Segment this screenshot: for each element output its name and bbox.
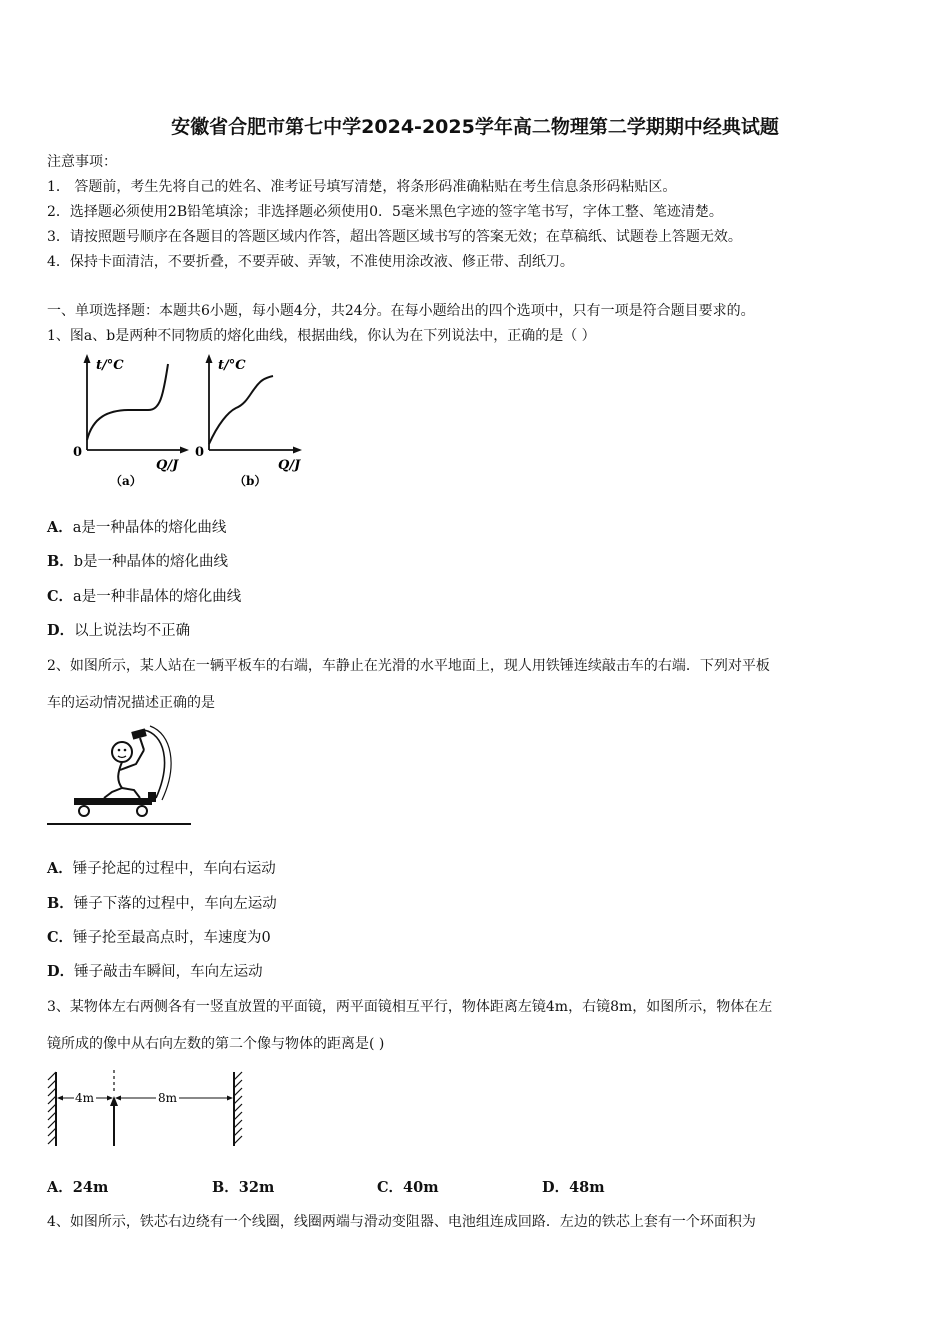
question-1-stem: 1、图a、b是两种不同物质的熔化曲线，根据曲线，你认为在下列说法中，正确的是（ ） xyxy=(47,328,596,344)
q3-option-b: B．32m xyxy=(212,1179,275,1196)
left-mirror-hatching xyxy=(48,1072,56,1144)
q1-option-d: D．以上说法均不正确 xyxy=(47,622,191,639)
exam-title: 安徽省合肥市第七中学2024-2025学年高二物理第二学期期中经典试题 xyxy=(171,116,779,138)
notice-heading: 注意事项： xyxy=(47,154,117,170)
hammer-cart-figure xyxy=(44,722,194,830)
notice-item-4: 4．保持卡面清洁，不要折叠，不要弄破、弄皱，不准使用涂改液、修正带、刮纸刀。 xyxy=(47,254,574,270)
melting-curves-figure xyxy=(68,352,313,494)
q1-option-b: B．b是一种晶体的熔化曲线 xyxy=(47,553,229,570)
left-distance-label: 4m xyxy=(75,1091,95,1105)
graph-b-ylabel: t/°C xyxy=(218,358,246,373)
section-heading: 一、单项选择题：本题共6小题，每小题4分，共24分。在每小题给出的四个选项中，只有一项是符合题目要求的。 xyxy=(47,303,755,319)
two-mirrors-figure xyxy=(44,1066,246,1152)
question-2-stem-line1: 2、如图所示，某人站在一辆平板车的右端，车静止在光滑的水平地面上，现人用铁锤连续敲击车的右端．下列对平板 xyxy=(47,658,770,674)
question-4-stem: 4、如图所示，铁芯右边绕有一个线圈，线圈两端与滑动变阻器、电池组连成回路．左边的铁芯上套有一个环面积为 xyxy=(47,1214,756,1230)
notice-item-1: 1． 答题前，考生先将自己的姓名、准考证号填写清楚，将条形码准确粘贴在考生信息条形码粘贴区。 xyxy=(47,179,677,195)
right-mirror-hatching xyxy=(234,1072,242,1144)
right-distance-label: 8m xyxy=(158,1091,178,1105)
graph-a xyxy=(73,354,189,488)
question-2-stem-line2: 车的运动情况描述正确的是 xyxy=(47,695,215,711)
question-3-stem-line2: 镜所成的像中从右向左数的第二个像与物体的距离是( ) xyxy=(47,1036,385,1052)
notice-item-3: 3．请按照题号顺序在各题目的答题区域内作答，超出答题区域书写的答案无效；在草稿纸、试题卷上答题无效。 xyxy=(47,229,742,245)
q3-option-c: C．40m xyxy=(377,1179,439,1196)
q2-option-a: A．锤子抡起的过程中，车向右运动 xyxy=(47,860,276,877)
q1-option-a: A．a是一种晶体的熔化曲线 xyxy=(47,519,227,536)
graph-b-xlabel: Q/J xyxy=(278,458,301,473)
notice-item-2: 2．选择题必须使用2B铅笔填涂；非选择题必须使用0．5毫米黑色字迹的签字笔书写，字体工整、笔迹清楚。 xyxy=(47,204,723,220)
graph-a-caption: （a） xyxy=(110,474,142,488)
graph-b xyxy=(195,354,302,488)
q3-option-a: A．24m xyxy=(47,1179,109,1196)
question-3-stem-line1: 3、某物体左右两侧各有一竖直放置的平面镜，两平面镜相互平行，物体距离左镜4m，右镜8m，如图所示，物体在左 xyxy=(47,999,773,1015)
graph-a-ylabel: t/°C xyxy=(96,358,124,373)
graph-a-xlabel: Q/J xyxy=(156,458,179,473)
graph-b-origin: 0 xyxy=(195,445,205,460)
q3-option-d: D．48m xyxy=(542,1179,605,1196)
q1-option-c: C．a是一种非晶体的熔化曲线 xyxy=(47,588,242,605)
q2-option-c: C．锤子抡至最高点时，车速度为0 xyxy=(47,929,271,946)
q2-option-d: D．锤子敲击车瞬间，车向左运动 xyxy=(47,963,263,980)
graph-b-caption: （b） xyxy=(234,474,267,488)
graph-a-origin: 0 xyxy=(73,445,83,460)
q2-option-b: B．锤子下落的过程中，车向左运动 xyxy=(47,895,277,912)
